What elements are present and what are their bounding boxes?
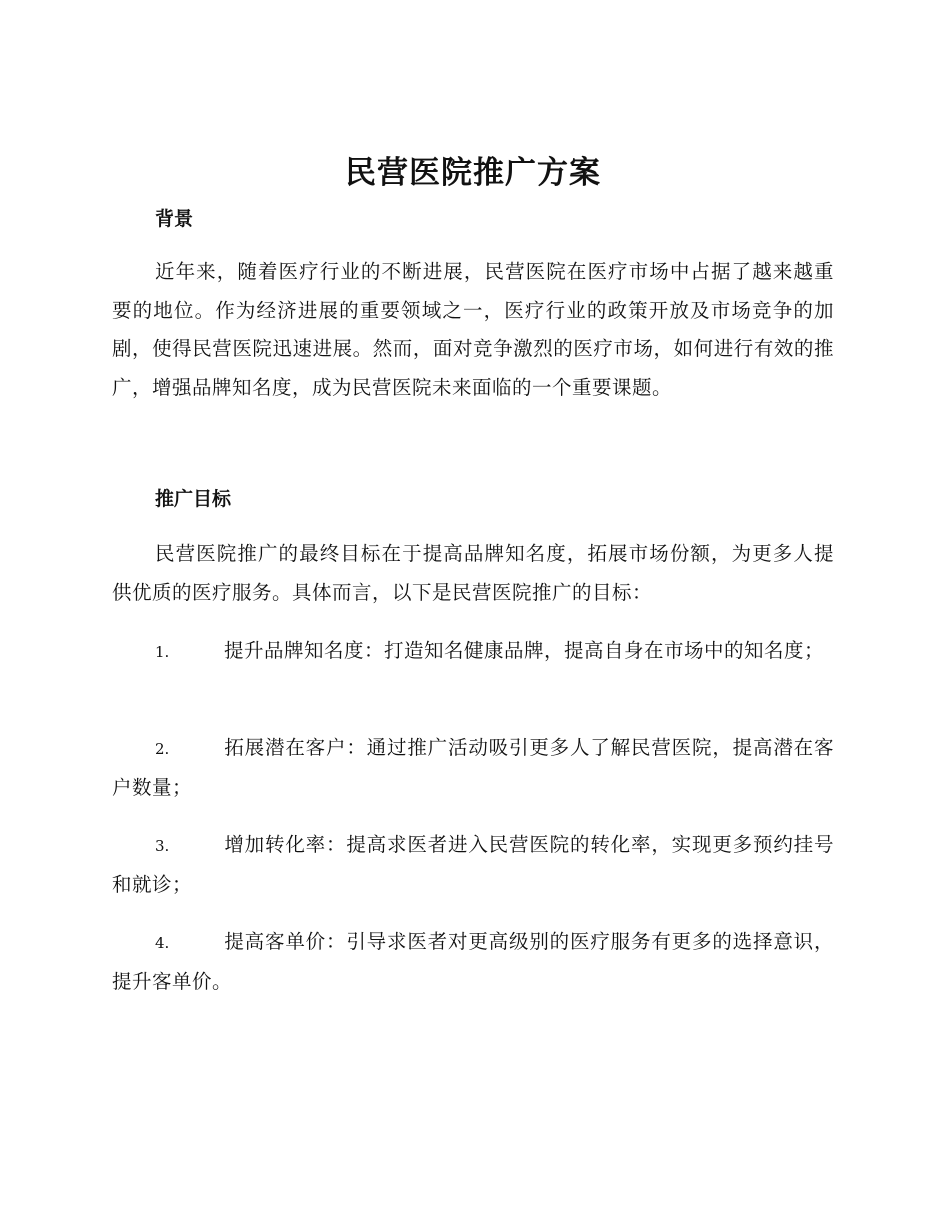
goal-list-item (112, 632, 834, 672)
goal-list-item (112, 826, 834, 904)
list-item-text: 增加转化率：提高求医者进入民营医院的转化率，实现更多预约挂号和就诊； (112, 833, 834, 896)
page-title: 民营医院推广方案 (345, 155, 601, 191)
section-heading-background: 背景 (155, 208, 194, 230)
paragraph-background: 近年来，随着医疗行业的不断进展，民营医院在医疗市场中占据了越来越重要的地位。作为经济进展的重要领域之一，医疗行业的政策开放及市场竞争的加剧，使得民营医院迅速进展。然而，面对竞争激烈的医疗市场，如何进行有效的推广，增强品牌知名度，成为民营医院未来面临的一个重要课题。 (112, 260, 834, 399)
list-item-text: 提高客单价：引导求医者对更高级别的医疗服务有更多的选择意识，提升客单价。 (112, 930, 834, 993)
list-number: 2. (155, 740, 170, 758)
list-number: 4. (155, 934, 170, 952)
goal-list-item (112, 923, 834, 1001)
paragraph-goals: 民营医院推广的最终目标在于提高品牌知名度，拓展市场份额，为更多人提供优质的医疗服务。具体而言，以下是民营医院推广的目标： (112, 542, 834, 604)
goal-list-item (112, 729, 834, 807)
section-heading-goals: 推广目标 (155, 488, 232, 510)
list-item-text: 拓展潜在客户：通过推广活动吸引更多人了解民营医院，提高潜在客户数量； (112, 736, 834, 799)
list-number: 3. (155, 837, 170, 855)
list-item-text: 提升品牌知名度：打造知名健康品牌，提高自身在市场中的知名度； (224, 639, 825, 662)
list-number: 1. (155, 643, 170, 661)
